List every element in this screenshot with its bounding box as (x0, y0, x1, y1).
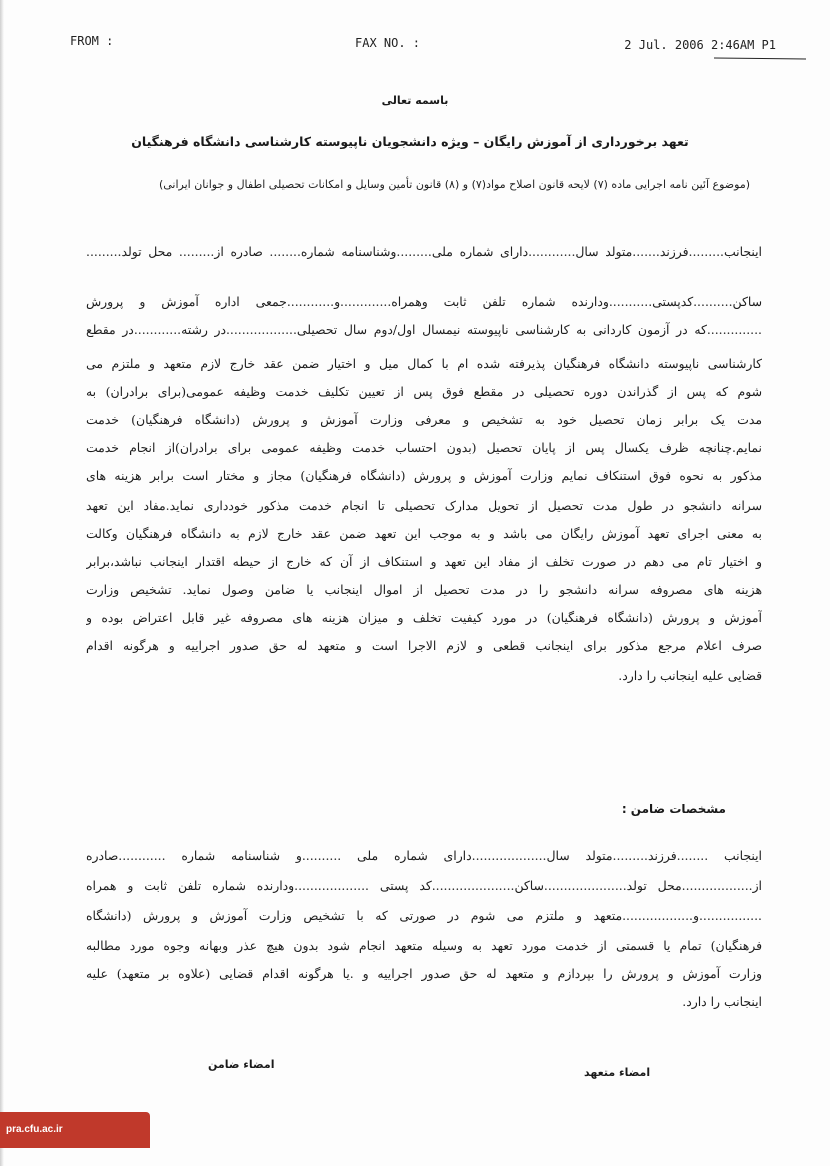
document-subject: (موضوع آئین نامه اجرایی ماده (۷) لایحه قانون اصلاح مواد(۷) و (۸) قانون تأمین وسایل و امکانات تحصیلی اطفال و جوانان ایرانی) (158, 178, 750, 191)
text-line: ................و..................متعهد و ملتزم می شوم در صورتی که با تشخیص وزارت آموزش و پرورش (دانشگاه (86, 908, 762, 923)
document-title: تعهد برخورداری از آموزش رایگان – ویژه دانشجویان ناپیوسته کارشناسی دانشگاه فرهنگیان (131, 134, 689, 149)
text-line: مدت یک برابر زمان تحصیل خود به تشخیص و معرفی وزارت آموزش و پرورش (دانشگاه فرهنگیان) خدمت (86, 412, 762, 427)
text-line: اینجانب ........فرزند.........متولد سال...................دارای شماره ملی ..........و شناسنامه شماره ............صادره (86, 848, 762, 863)
text-line: به معنی اجرای تعهد آموزش رایگان می باشد و به موجب این تعهد ضمن عقد خارج لازم به دانشگاه فرهنگیان وکالت (86, 526, 762, 541)
text-line: آموزش و پرورش (دانشگاه فرهنگیان) در مورد کیفیت تخلف و میزان هزینه های مصروفه غیر قابل اعتراض بوده و (86, 610, 762, 625)
page-edge-shadow (0, 0, 4, 1166)
guarantor-section-title: مشخصات ضامن : (621, 802, 726, 816)
text-line: و اختیار تام می دهم در صورت تخلف از مفاد این تعهد و استنکاف از آن که خارج از حیطه اقتدار اینجانب نباشد،برابر (86, 554, 762, 569)
guarantor-signature-label: امضاء ضامن (208, 1058, 275, 1071)
fax-date-time: 2 Jul. 2006 2:46AM P1 (624, 38, 776, 52)
text-line: مذکور به نحوه فوق استنکاف نمایم وزارت آموزش و پرورش (دانشگاه فرهنگیان) مجاز و مختار است برابر هزینه های (86, 468, 762, 483)
text-line: ..............که در آزمون کاردانی به کارشناسی ناپیوسته نیمسال اول/دوم سال تحصیلی..................در رشته............در مقطع (86, 322, 762, 337)
fax-header (70, 30, 806, 64)
watermark-text: pra.cfu.ac.ir (6, 1124, 63, 1135)
text-line: هزینه های مصروفه سرانه دانشجو را در مدت تحصیل از اموال اینجانب یا ضامن وصول نماید. تشخیص وزارت (86, 582, 762, 597)
text-line: ساکن..........کدپستی...........ودارنده شماره تلفن ثابت وهمراه.............و............جمعی اداره آموزش و پرورش (86, 294, 762, 309)
fax-from-label: FROM : (70, 34, 114, 48)
text-line: اینجانب را دارد. (682, 994, 762, 1009)
text-line: فرهنگیان) تمام یا قسمتی از خدمت مورد تعهد به وسیله متعهد انجام شود بدون هیچ عذر وبهانه وجوه مورد مطالبه (86, 938, 762, 953)
text-line: صرف اعلام مرجع مذکور برای اینجانب قطعی و لازم الاجرا است و متعهد له حق صدور اجراییه و هرگونه اقدام (86, 638, 762, 653)
text-line: از..................محل تولد.....................ساکن.....................کد پستی ...................ودارنده شماره تلفن ثابت و همراه (86, 878, 762, 893)
text-line: وزارت آموزش و پرورش را بپردازم و متعهد له حق صدور اجراییه و .یا هرگونه اقدام قضایی (علاوه بر متعهد) علیه (86, 966, 762, 981)
bismillah-heading: باسمه تعالی (381, 94, 449, 107)
text-line: شوم که پس از گذراندن دوره تحصیلی در مقطع فوق پس از تعیین تکلیف خدمت وظیفه عمومی(برای برادران) به (86, 384, 762, 399)
text-line: سرانه دانشجو در طول مدت تحصیل از تحویل مدارک تحصیلی تا انجام خدمت مذکور خودداری نماید.مفاد این تعهد (86, 498, 762, 513)
fax-header-underline (714, 58, 806, 60)
fax-number-label: FAX NO. : (355, 36, 421, 50)
text-line: نمایم.چنانچه ظرف یکسال پس از پایان تحصیل (بدون احتساب خدمت وظیفه عمومی برای برادران)از انجام خدمت (86, 440, 762, 455)
obligor-signature-label: امضاء متعهد (584, 1066, 651, 1079)
text-line: اینجانب.........فرزند.......متولد سال............دارای شماره ملی.........وشناسنامه شماره........ صادره از......... محل تولد......... (86, 244, 762, 259)
text-line: کارشناسی ناپیوسته دانشگاه فرهنگیان پذیرفته شده ام با کمال میل و اختیار ضمن عقد خارج لازم متعهد و ملتزم می (86, 356, 762, 371)
text-line: قضایی علیه اینجانب را دارد. (618, 668, 762, 683)
site-watermark (0, 1112, 150, 1148)
